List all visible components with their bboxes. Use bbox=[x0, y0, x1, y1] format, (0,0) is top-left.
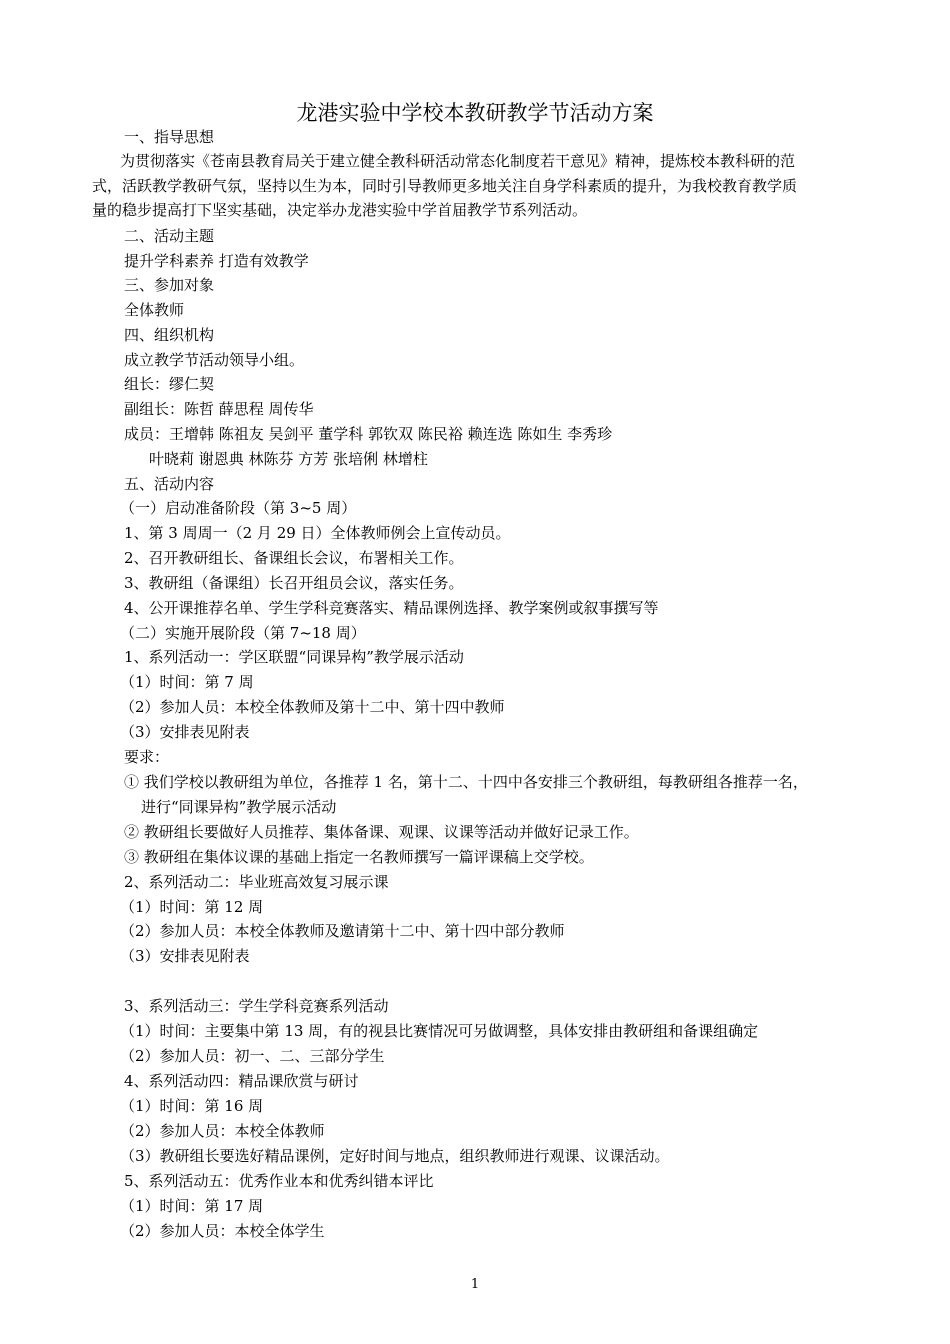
stage-item: 4、公开课推荐名单、学生学科竞赛落实、精品课例选择、教学案例或叙事撰写等 bbox=[124, 599, 659, 617]
activity-detail: （1）时间：第 7 周 bbox=[120, 673, 254, 691]
organization-deputy-leaders: 副组长：陈哲 薛思程 周传华 bbox=[124, 400, 314, 418]
paragraph-line: 量的稳步提高打下坚实基础，决定举办龙港实验中学首届教学节系列活动。 bbox=[92, 201, 588, 220]
requirement-item-continued: 进行“同课异构”教学展示活动 bbox=[141, 798, 337, 816]
stage-item: 2、召开教研组长、备课组长会议，布署相关工作。 bbox=[124, 549, 464, 567]
activity-detail: （2）参加人员：本校全体学生 bbox=[120, 1222, 325, 1240]
section-heading-participants: 三、参加对象 bbox=[124, 276, 215, 294]
activity-detail: （1）时间：第 17 周 bbox=[120, 1197, 264, 1215]
activity-detail: （2）参加人员：本校全体教师 bbox=[120, 1122, 325, 1140]
activity-item: 2、系列活动二：毕业班高效复习展示课 bbox=[124, 873, 389, 891]
activity-detail: （2）参加人员：初一、二、三部分学生 bbox=[120, 1047, 385, 1065]
requirement-item: ③ 教研组在集体议课的基础上指定一名教师撰写一篇评课稿上交学校。 bbox=[124, 848, 594, 866]
guiding-ideology-paragraph bbox=[92, 149, 855, 223]
stage-item: 3、教研组（备课组）长召开组员会议，落实任务。 bbox=[124, 574, 464, 592]
activity-detail: （3）安排表见附表 bbox=[120, 947, 250, 965]
requirements-label: 要求： bbox=[124, 748, 170, 766]
activity-item: 4、系列活动四：精品课欣赏与研讨 bbox=[124, 1072, 359, 1090]
paragraph-line: 为贯彻落实《苍南县教育局关于建立健全教科研活动常态化制度若干意见》精神，提炼校本教科研的范 bbox=[120, 152, 796, 170]
activity-detail: （1）时间：第 12 周 bbox=[120, 898, 264, 916]
activity-item: 5、系列活动五：优秀作业本和优秀纠错本评比 bbox=[124, 1172, 434, 1190]
page-number: 1 bbox=[470, 1277, 480, 1292]
activity-detail: （2）参加人员：本校全体教师及第十二中、第十四中教师 bbox=[120, 698, 505, 716]
activity-detail: （3）教研组长要选好精品课例，定好时间与地点，组织教师进行观课、议课活动。 bbox=[120, 1147, 670, 1165]
activity-item: 1、系列活动一：学区联盟“同课异构”教学展示活动 bbox=[124, 648, 464, 666]
paragraph-line: 式，活跃教学教研气氛，坚持以生为本，同时引导教师更多地关注自身学科素质的提升，为我校教育教学质 bbox=[92, 176, 798, 195]
activity-detail: （3）安排表见附表 bbox=[120, 723, 250, 741]
theme-text: 提升学科素养 打造有效教学 bbox=[124, 252, 309, 270]
requirement-item: ② 教研组长要做好人员推荐、集体备课、观课、议课等活动并做好记录工作。 bbox=[124, 823, 639, 841]
section-heading-activities: 五、活动内容 bbox=[124, 475, 215, 493]
activity-detail: （2）参加人员：本校全体教师及邀请第十二中、第十四中部分教师 bbox=[120, 922, 565, 940]
document-title: 龙港实验中学校本教研教学节活动方案 bbox=[296, 101, 654, 125]
section-heading-theme: 二、活动主题 bbox=[124, 227, 215, 245]
organization-members-continued: 叶晓莉 谢恩典 林陈芬 方芳 张培俐 林增柱 bbox=[149, 450, 428, 468]
participants-text: 全体教师 bbox=[124, 301, 185, 319]
stage-item: 1、第 3 周周一（2 月 29 日）全体教师例会上宣传动员。 bbox=[124, 524, 511, 542]
stage-heading-preparation: （一）启动准备阶段（第 3~5 周） bbox=[120, 499, 357, 517]
section-heading-guiding-ideology: 一、指导思想 bbox=[124, 128, 215, 146]
stage-heading-implementation: （二）实施开展阶段（第 7~18 周） bbox=[120, 624, 366, 642]
activity-detail: （1）时间：第 16 周 bbox=[120, 1097, 264, 1115]
section-heading-organization: 四、组织机构 bbox=[124, 326, 215, 344]
organization-line: 成立教学节活动领导小组。 bbox=[124, 351, 305, 369]
organization-leader: 组长：缪仁契 bbox=[124, 375, 215, 393]
requirement-item: ① 我们学校以教研组为单位，各推荐 1 名，第十二、十四中各安排三个教研组，每教研组各推荐一名， bbox=[124, 773, 808, 791]
organization-members: 成员：王增韩 陈祖友 吴剑平 董学科 郭钦双 陈民裕 赖连选 陈如生 李秀珍 bbox=[124, 425, 613, 443]
activity-item: 3、系列活动三：学生学科竞赛系列活动 bbox=[124, 997, 389, 1015]
activity-detail: （1）时间：主要集中第 13 周，有的视县比赛情况可另做调整，具体安排由教研组和备课组确定 bbox=[120, 1022, 759, 1040]
